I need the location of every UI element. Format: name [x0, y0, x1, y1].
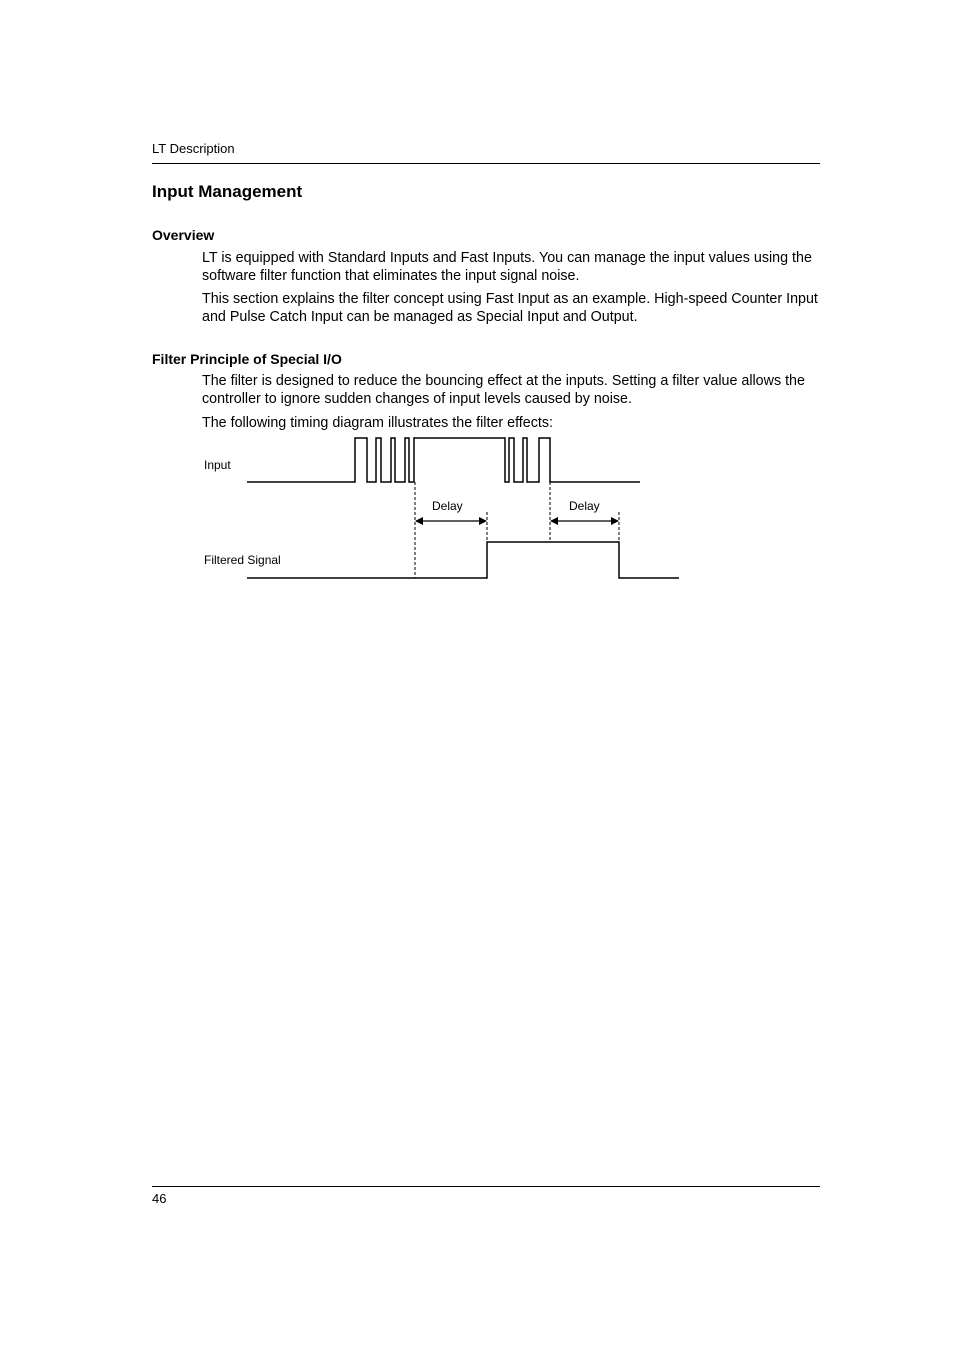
filter-paragraph-2: The following timing diagram illustrates the filter effects:	[202, 415, 553, 431]
overview-paragraph-1: LT is equipped with Standard Inputs and Fast Inputs. You can manage the input values using the software filter function that eliminates the input signal noise.	[202, 250, 812, 284]
input-waveform	[247, 438, 640, 482]
running-header: LT Description	[152, 141, 235, 156]
section-title: Input Management	[152, 182, 303, 201]
delay-label-2: Delay	[569, 499, 600, 513]
delay-label-1: Delay	[432, 499, 463, 513]
footer-rule	[152, 1186, 820, 1187]
input-label: Input	[204, 458, 231, 472]
overview-heading: Overview	[152, 227, 215, 243]
filter-heading: Filter Principle of Special I/O	[152, 351, 342, 367]
page-number: 46	[152, 1191, 167, 1206]
overview-paragraph-2: This section explains the filter concept using Fast Input as an example. High-speed Counter Input and Pulse Catch Input can be managed as Special Input and Output.	[202, 291, 818, 325]
filtered-signal-label: Filtered Signal	[204, 553, 281, 567]
filtered-signal-waveform	[247, 542, 679, 578]
filter-paragraph-1: The filter is designed to reduce the bouncing effect at the inputs. Setting a filter value allows the controller to ignore sudden changes of input levels caused by noise.	[202, 373, 805, 407]
